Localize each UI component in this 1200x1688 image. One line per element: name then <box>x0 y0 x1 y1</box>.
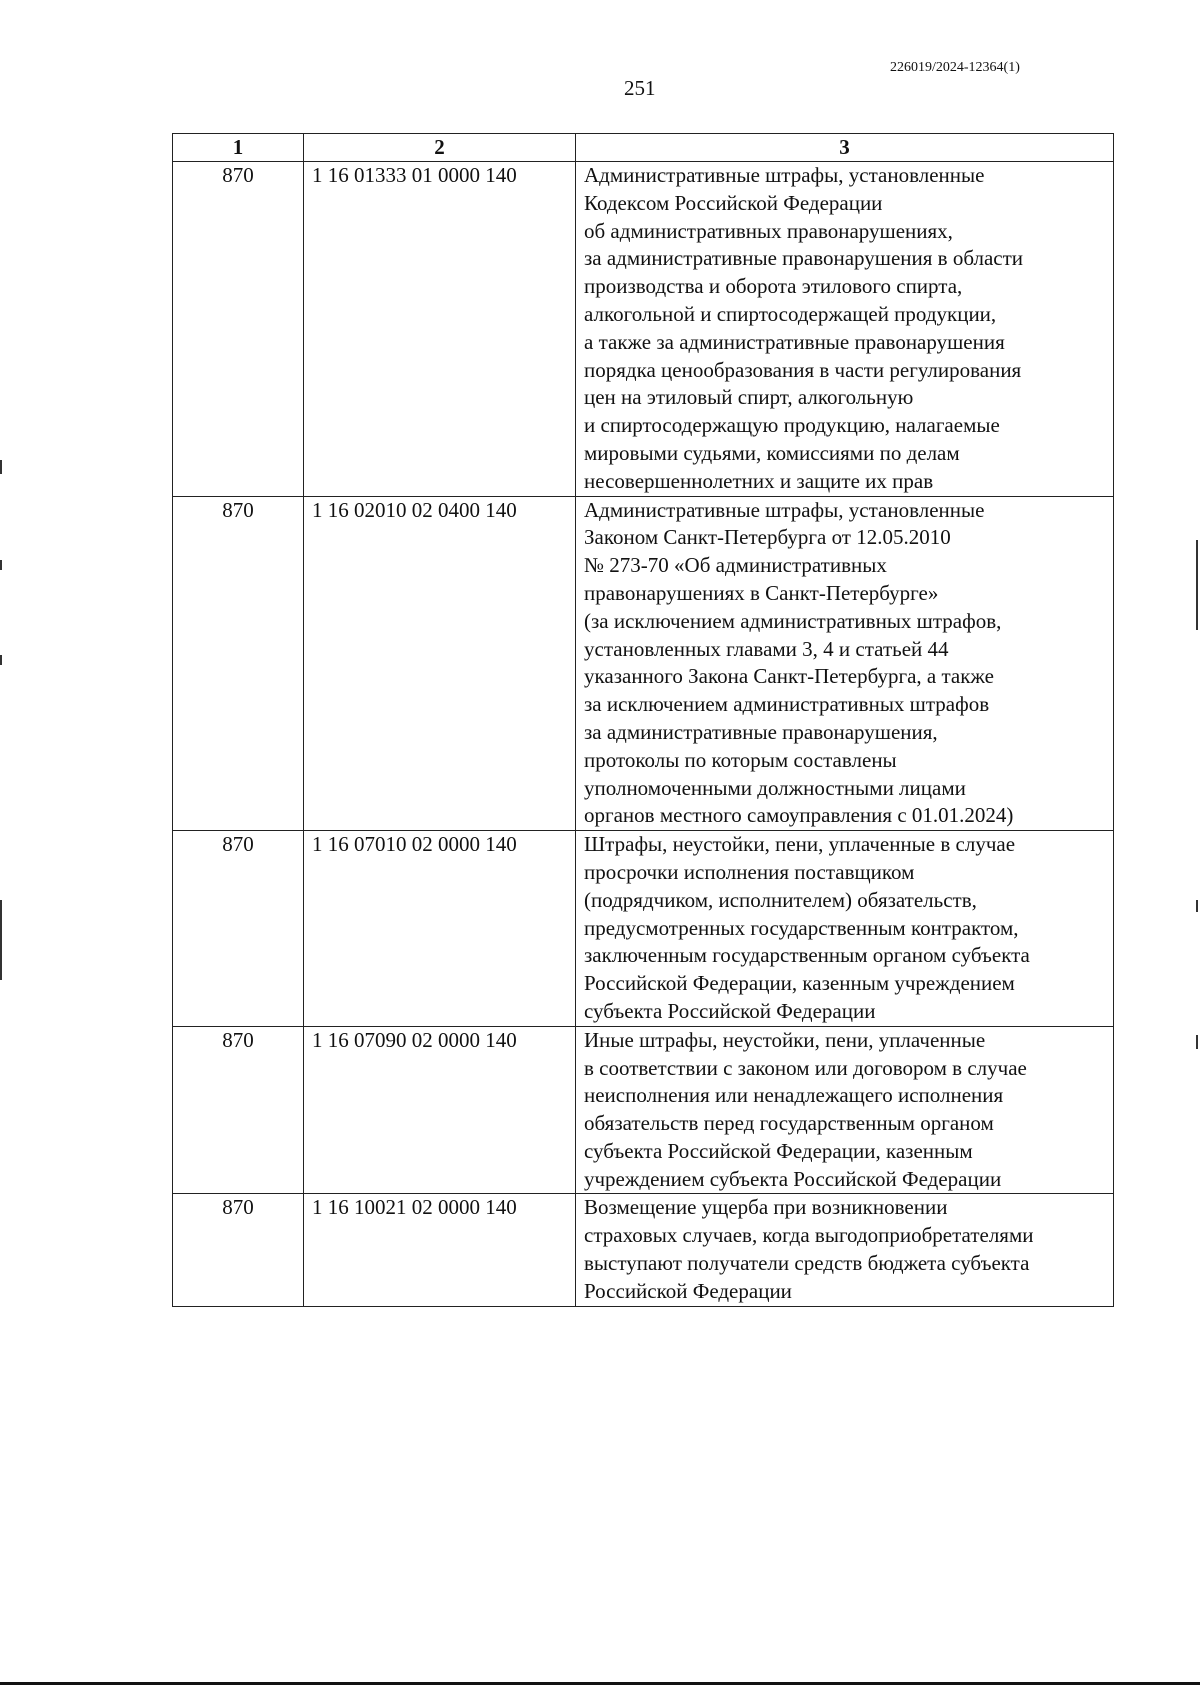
description-line: № 273-70 «Об административных <box>584 553 887 578</box>
description-line: Штрафы, неустойки, пени, уплаченные в случае <box>584 832 1016 857</box>
description-cell <box>576 1194 1114 1306</box>
scan-edge-mark <box>1196 900 1198 912</box>
description-line: Административные штрафы, установленные <box>584 163 985 187</box>
kbk-code-cell: 1 16 02010 02 0400 140 <box>304 496 576 831</box>
description-line: просрочки исполнения поставщиком <box>584 859 915 884</box>
description-line: Административные штрафы, установленные <box>584 497 985 522</box>
description-line: Российской Федерации, казенным учреждением <box>584 971 1015 996</box>
table-body <box>173 162 1114 1307</box>
description-line: Кодексом Российской Федерации <box>584 190 883 215</box>
description-line: за административные правонарушения, <box>584 719 938 744</box>
kbk-code-cell: 1 16 07010 02 0000 140 <box>304 831 576 1027</box>
description-line: (за исключением административных штрафов, <box>584 608 1002 633</box>
description-line: за административные правонарушения в области <box>584 246 1024 271</box>
description-line: производства и оборота этилового спирта, <box>584 274 963 299</box>
kbk-code-cell: 1 16 01333 01 0000 140 <box>304 162 576 497</box>
description-line: несовершеннолетних и защите их прав <box>584 468 934 493</box>
admin-code-cell: 870 <box>173 496 304 831</box>
description-line: Законом Санкт-Петербурга от 12.05.2010 <box>584 525 951 550</box>
description-cell <box>576 496 1114 831</box>
description-line: уполномоченными должностными лицами <box>584 775 966 800</box>
bottom-border-line <box>0 1682 1200 1685</box>
description-line: а также за административные правонарушения <box>584 329 1005 354</box>
admin-code-cell: 870 <box>173 162 304 497</box>
description-line: страховых случаев, когда выгодоприобретателями <box>584 1223 1034 1248</box>
description-line: указанного Закона Санкт-Петербурга, а также <box>584 664 994 689</box>
description-line: алкогольной и спиртосодержащей продукции, <box>584 301 997 326</box>
description-line: за исключением административных штрафов <box>584 692 990 717</box>
scan-edge-mark <box>0 900 2 980</box>
description-line: об административных правонарушениях, <box>584 218 953 243</box>
description-line: мировыми судьями, комиссиями по делам <box>584 440 960 465</box>
description-line: субъекта Российской Федерации, казенным <box>584 1138 973 1163</box>
description-line: в соответствии с законом или договором в случае <box>584 1055 1027 1080</box>
table-row <box>173 1194 1114 1306</box>
column-header-1: 1 <box>173 134 304 162</box>
description-line: цен на этиловый спирт, алкогольную <box>584 385 914 410</box>
description-line: протоколы по которым составлены <box>584 747 897 772</box>
admin-code-cell: 870 <box>173 1026 304 1194</box>
doc-number: 226019/2024-12364(1) <box>890 60 1020 75</box>
scan-edge-mark <box>0 655 2 665</box>
column-header-3: 3 <box>576 134 1114 162</box>
scan-edge-mark <box>1196 540 1198 630</box>
revenue-codes-table <box>172 133 1114 1307</box>
admin-code-cell: 870 <box>173 831 304 1027</box>
table-row <box>173 831 1114 1027</box>
description-line: выступают получатели средств бюджета субъекта <box>584 1251 1030 1276</box>
description-line: Российской Федерации <box>584 1278 792 1303</box>
table-row <box>173 162 1114 497</box>
description-line: Иные штрафы, неустойки, пени, уплаченные <box>584 1027 986 1052</box>
description-cell <box>576 162 1114 497</box>
scan-edge-mark <box>0 560 2 570</box>
scan-edge-mark <box>1196 1035 1198 1049</box>
kbk-code-cell: 1 16 10021 02 0000 140 <box>304 1194 576 1306</box>
column-header-2: 2 <box>304 134 576 162</box>
description-line: органов местного самоуправления с 01.01.2024) <box>584 803 1014 828</box>
description-line: заключенным государственным органом субъекта <box>584 943 1030 968</box>
scan-edge-mark <box>0 460 2 474</box>
kbk-code-cell: 1 16 07090 02 0000 140 <box>304 1026 576 1194</box>
description-line: и спиртосодержащую продукцию, налагаемые <box>584 413 1000 438</box>
description-line: предусмотренных государственным контрактом, <box>584 915 1019 940</box>
description-line: установленных главами 3, 4 и статьей 44 <box>584 636 949 661</box>
description-line: (подрядчиком, исполнителем) обязательств, <box>584 887 977 912</box>
description-cell <box>576 1026 1114 1194</box>
description-line: учреждением субъекта Российской Федерации <box>584 1166 1002 1191</box>
table-row <box>173 1026 1114 1194</box>
description-line: правонарушениях в Санкт-Петербурге» <box>584 580 939 605</box>
table-header <box>173 134 1114 162</box>
header-row <box>173 134 1114 162</box>
admin-code-cell: 870 <box>173 1194 304 1306</box>
page-number: 251 <box>624 76 656 100</box>
description-line: субъекта Российской Федерации <box>584 998 876 1023</box>
table-row <box>173 496 1114 831</box>
description-cell <box>576 831 1114 1027</box>
description-line: обязательств перед государственным органом <box>584 1111 994 1136</box>
description-line: неисполнения или ненадлежащего исполнения <box>584 1083 1004 1108</box>
description-line: порядка ценообразования в части регулирования <box>584 357 1022 382</box>
description-line: Возмещение ущерба при возникновении <box>584 1195 948 1220</box>
